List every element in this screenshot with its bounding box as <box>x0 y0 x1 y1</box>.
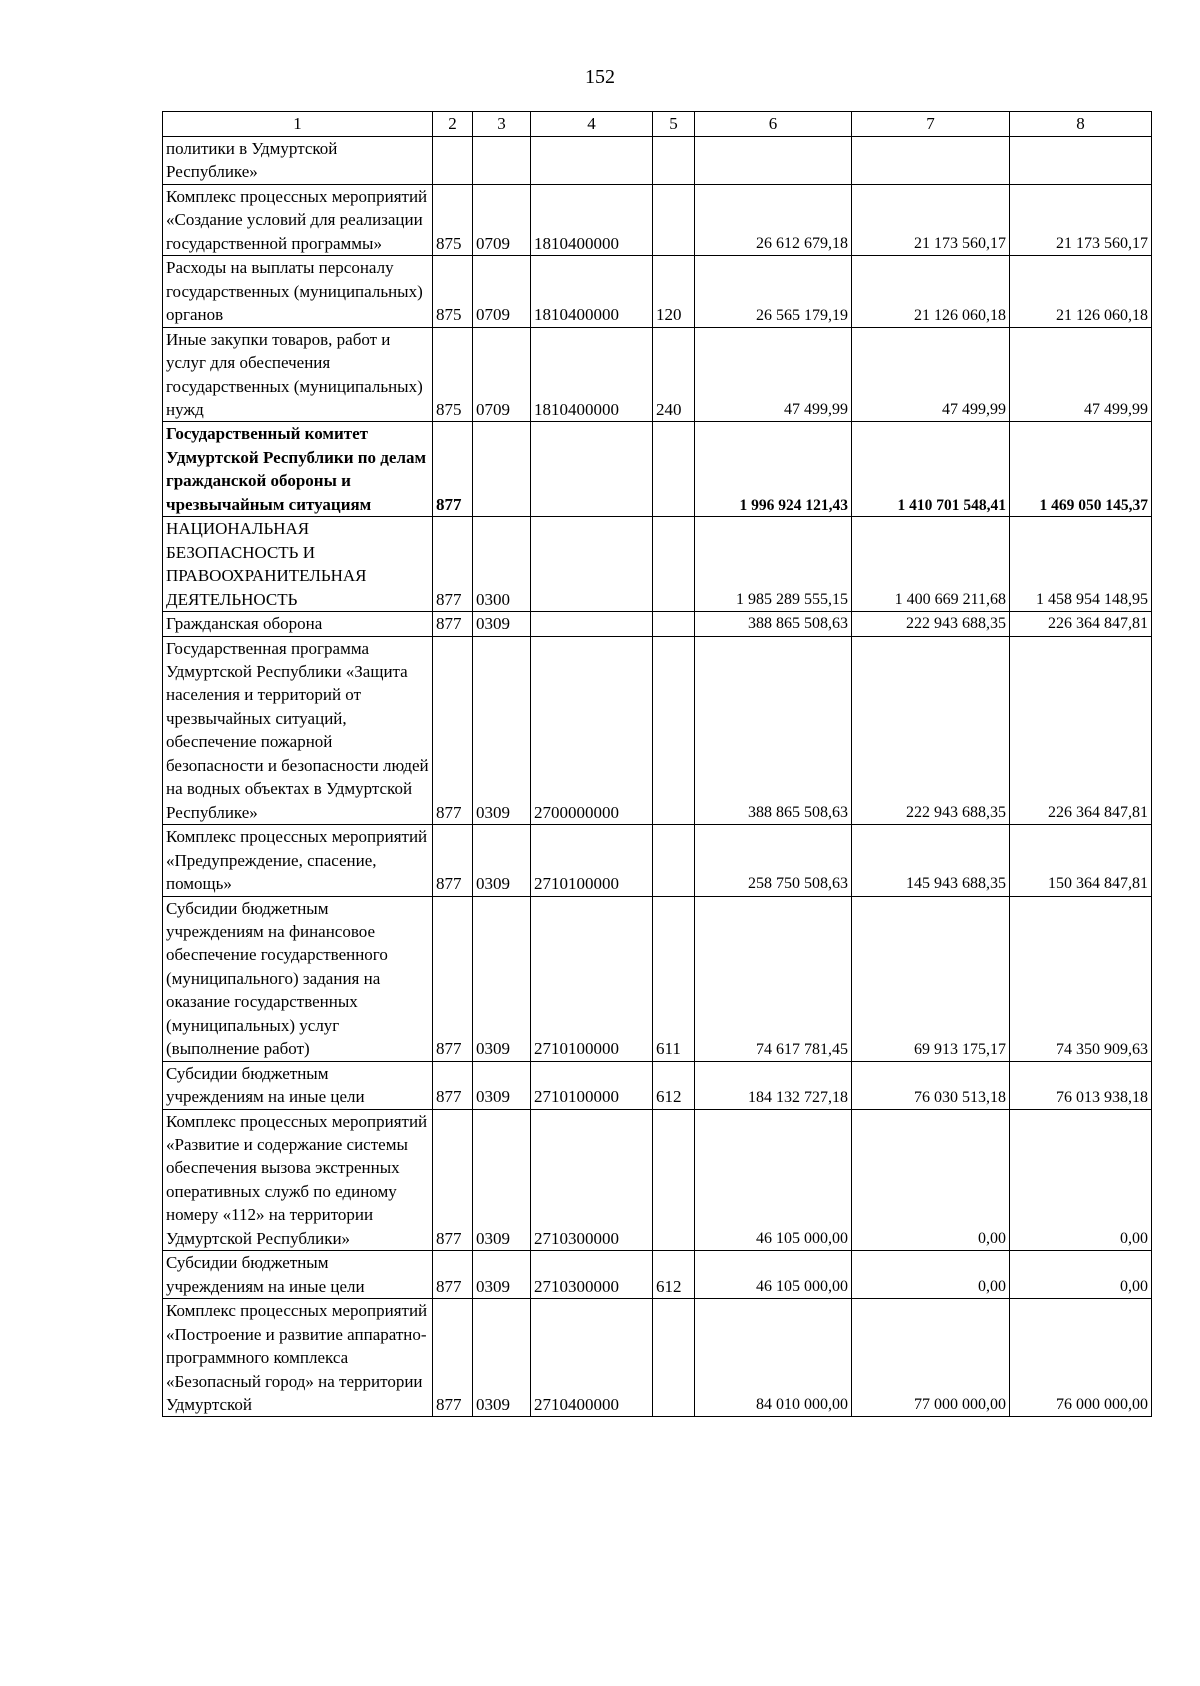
expense-type-code <box>653 612 695 636</box>
amount-col7: 69 913 175,17 <box>852 896 1010 1061</box>
table-row <box>163 422 1152 517</box>
column-header: 7 <box>852 112 1010 137</box>
section-code: 0709 <box>473 327 531 422</box>
table-row <box>163 137 1152 185</box>
table-row <box>163 896 1152 1061</box>
table-row <box>163 825 1152 896</box>
expense-type-code: 240 <box>653 327 695 422</box>
amount-col6: 258 750 508,63 <box>695 825 852 896</box>
target-article-code <box>531 517 653 612</box>
amount-col8: 21 126 060,18 <box>1010 256 1152 327</box>
amount-col8: 150 364 847,81 <box>1010 825 1152 896</box>
amount-col7: 0,00 <box>852 1109 1010 1251</box>
section-code: 0309 <box>473 1061 531 1109</box>
amount-col6 <box>695 137 852 185</box>
column-header: 8 <box>1010 112 1152 137</box>
amount-col6: 46 105 000,00 <box>695 1251 852 1299</box>
table-body <box>163 137 1152 1417</box>
amount-col7: 77 000 000,00 <box>852 1299 1010 1417</box>
table-row <box>163 1109 1152 1251</box>
column-header: 2 <box>433 112 473 137</box>
amount-col7: 76 030 513,18 <box>852 1061 1010 1109</box>
target-article-code: 1810400000 <box>531 184 653 255</box>
amount-col6: 388 865 508,63 <box>695 636 852 825</box>
target-article-code <box>531 422 653 517</box>
amount-col8: 0,00 <box>1010 1251 1152 1299</box>
amount-col7: 222 943 688,35 <box>852 636 1010 825</box>
target-article-code: 2710100000 <box>531 1061 653 1109</box>
row-name: Субсидии бюджетным учреждениям на иные цели <box>163 1251 433 1299</box>
target-article-code: 2710300000 <box>531 1109 653 1251</box>
row-name: Комплекс процессных мероприятий «Создание условий для реализации государственной программы» <box>163 184 433 255</box>
target-article-code: 1810400000 <box>531 256 653 327</box>
target-article-code: 2710100000 <box>531 825 653 896</box>
column-header: 4 <box>531 112 653 137</box>
expense-type-code: 120 <box>653 256 695 327</box>
row-name: Гражданская оборона <box>163 612 433 636</box>
amount-col6: 1 996 924 121,43 <box>695 422 852 517</box>
row-name: Иные закупки товаров, работ и услуг для обеспечения государственных (муниципальных) нужд <box>163 327 433 422</box>
amount-col8: 226 364 847,81 <box>1010 636 1152 825</box>
expense-type-code: 611 <box>653 896 695 1061</box>
target-article-code <box>531 612 653 636</box>
section-code <box>473 422 531 517</box>
section-code: 0300 <box>473 517 531 612</box>
row-name: Комплекс процессных мероприятий «Развитие и содержание системы обеспечения вызова экстренных оперативных служб по единому номеру «112» на территории Удмуртской Республики» <box>163 1109 433 1251</box>
amount-col6: 26 565 179,19 <box>695 256 852 327</box>
expense-type-code <box>653 636 695 825</box>
row-name: НАЦИОНАЛЬНАЯ БЕЗОПАСНОСТЬ И ПРАВООХРАНИТЕЛЬНАЯ ДЕЯТЕЛЬНОСТЬ <box>163 517 433 612</box>
section-code: 0309 <box>473 636 531 825</box>
amount-col8: 21 173 560,17 <box>1010 184 1152 255</box>
expense-type-code: 612 <box>653 1061 695 1109</box>
amount-col6: 1 985 289 555,15 <box>695 517 852 612</box>
ministry-code: 875 <box>433 184 473 255</box>
section-code: 0309 <box>473 1109 531 1251</box>
expense-type-code <box>653 422 695 517</box>
amount-col7: 1 400 669 211,68 <box>852 517 1010 612</box>
table-row <box>163 256 1152 327</box>
section-code: 0309 <box>473 612 531 636</box>
row-name: Субсидии бюджетным учреждениям на иные цели <box>163 1061 433 1109</box>
expense-type-code <box>653 184 695 255</box>
amount-col7: 0,00 <box>852 1251 1010 1299</box>
expense-type-code <box>653 1109 695 1251</box>
amount-col6: 388 865 508,63 <box>695 612 852 636</box>
amount-col6: 184 132 727,18 <box>695 1061 852 1109</box>
amount-col8: 47 499,99 <box>1010 327 1152 422</box>
target-article-code: 2710300000 <box>531 1251 653 1299</box>
table-row <box>163 184 1152 255</box>
amount-col8: 226 364 847,81 <box>1010 612 1152 636</box>
amount-col7 <box>852 137 1010 185</box>
amount-col6: 46 105 000,00 <box>695 1109 852 1251</box>
amount-col8: 1 469 050 145,37 <box>1010 422 1152 517</box>
amount-col8: 1 458 954 148,95 <box>1010 517 1152 612</box>
section-code <box>473 137 531 185</box>
ministry-code: 875 <box>433 327 473 422</box>
expense-type-code: 612 <box>653 1251 695 1299</box>
ministry-code: 877 <box>433 422 473 517</box>
amount-col6: 84 010 000,00 <box>695 1299 852 1417</box>
row-name: политики в Удмуртской Республике» <box>163 137 433 185</box>
expense-type-code <box>653 825 695 896</box>
row-name: Субсидии бюджетным учреждениям на финансовое обеспечение государственного (муниципального) задания на оказание государственных (муниципальных) услуг (выполнение работ) <box>163 896 433 1061</box>
column-header: 5 <box>653 112 695 137</box>
target-article-code: 1810400000 <box>531 327 653 422</box>
amount-col8: 76 000 000,00 <box>1010 1299 1152 1417</box>
row-name: Комплекс процессных мероприятий «Предупреждение, спасение, помощь» <box>163 825 433 896</box>
budget-table <box>162 111 1152 1417</box>
table-row <box>163 1061 1152 1109</box>
amount-col7: 21 126 060,18 <box>852 256 1010 327</box>
ministry-code: 877 <box>433 1299 473 1417</box>
ministry-code: 877 <box>433 612 473 636</box>
amount-col7: 145 943 688,35 <box>852 825 1010 896</box>
expense-type-code <box>653 1299 695 1417</box>
ministry-code: 877 <box>433 896 473 1061</box>
ministry-code <box>433 137 473 185</box>
section-code: 0709 <box>473 184 531 255</box>
section-code: 0309 <box>473 1251 531 1299</box>
ministry-code: 877 <box>433 1251 473 1299</box>
amount-col7: 222 943 688,35 <box>852 612 1010 636</box>
header-row <box>163 112 1152 137</box>
row-name: Комплекс процессных мероприятий «Построение и развитие аппаратно-программного комплекса «Безопасный город» на территории Удмуртской <box>163 1299 433 1417</box>
amount-col7: 1 410 701 548,41 <box>852 422 1010 517</box>
target-article-code: 2700000000 <box>531 636 653 825</box>
amount-col8: 0,00 <box>1010 1109 1152 1251</box>
section-code: 0309 <box>473 1299 531 1417</box>
ministry-code: 877 <box>433 1109 473 1251</box>
table-row <box>163 517 1152 612</box>
target-article-code: 2710100000 <box>531 896 653 1061</box>
ministry-code: 877 <box>433 517 473 612</box>
table-row <box>163 327 1152 422</box>
target-article-code <box>531 137 653 185</box>
ministry-code: 877 <box>433 636 473 825</box>
target-article-code: 2710400000 <box>531 1299 653 1417</box>
amount-col8: 76 013 938,18 <box>1010 1061 1152 1109</box>
amount-col8 <box>1010 137 1152 185</box>
amount-col6: 74 617 781,45 <box>695 896 852 1061</box>
section-code: 0309 <box>473 825 531 896</box>
amount-col7: 47 499,99 <box>852 327 1010 422</box>
expense-type-code <box>653 517 695 612</box>
column-header: 6 <box>695 112 852 137</box>
ministry-code: 877 <box>433 1061 473 1109</box>
column-header: 1 <box>163 112 433 137</box>
expense-type-code <box>653 137 695 185</box>
table-row <box>163 1251 1152 1299</box>
column-header: 3 <box>473 112 531 137</box>
row-name: Государственная программа Удмуртской Республики «Защита населения и территорий от чрезвычайных ситуаций, обеспечение пожарной безопасности и безопасности людей на водных объектах в Удмуртской Республике» <box>163 636 433 825</box>
ministry-code: 875 <box>433 256 473 327</box>
table-row <box>163 1299 1152 1417</box>
page-number: 152 <box>585 66 615 88</box>
row-name: Расходы на выплаты персоналу государственных (муниципальных) органов <box>163 256 433 327</box>
ministry-code: 877 <box>433 825 473 896</box>
amount-col6: 47 499,99 <box>695 327 852 422</box>
section-code: 0309 <box>473 896 531 1061</box>
amount-col8: 74 350 909,63 <box>1010 896 1152 1061</box>
amount-col6: 26 612 679,18 <box>695 184 852 255</box>
section-code: 0709 <box>473 256 531 327</box>
table-row <box>163 612 1152 636</box>
amount-col7: 21 173 560,17 <box>852 184 1010 255</box>
table-row <box>163 636 1152 825</box>
row-name: Государственный комитет Удмуртской Республики по делам гражданской обороны и чрезвычайным ситуациям <box>163 422 433 517</box>
